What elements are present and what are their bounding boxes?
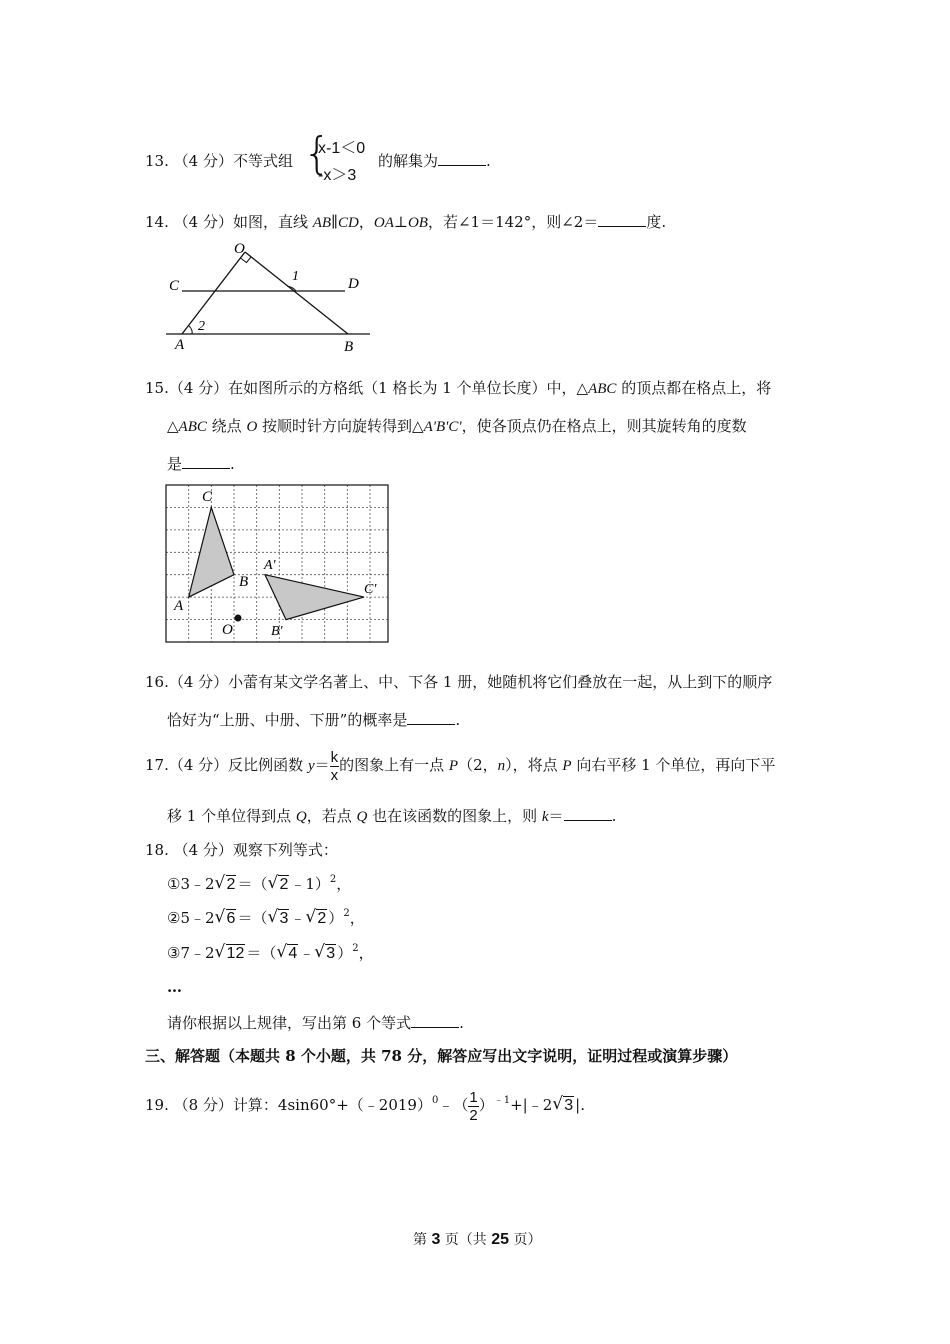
segment-oa xyxy=(182,252,245,334)
segment-ob xyxy=(245,252,348,334)
q17-line-2: 移 1 个单位得到点 Q，若点 Q 也在该函数的图象上，则 k＝ . xyxy=(167,807,617,825)
grid-rotation-figure xyxy=(164,484,391,646)
page-footer: 第 3 页（共 25 页） xyxy=(413,1231,542,1248)
inequality-2: -x＞3 xyxy=(318,167,357,184)
q13-tail: 的解集为 . xyxy=(378,152,491,170)
fraction-k-over-x: $\frac{k}{x}$ xyxy=(330,748,339,784)
section-heading: 三、解答题（本题共 8 个小题，共 78 分，解答应写出文字说明，证明过程或演算步骤） xyxy=(145,1047,738,1065)
label-a-prime: A' xyxy=(264,558,276,573)
system-brace: { xyxy=(303,128,331,179)
label-o: O xyxy=(222,622,233,638)
q14-line: 14. （4 分）如图，直线 AB∥CD，OA⊥OB，若∠1＝142°，则∠2＝ 度. xyxy=(145,213,667,231)
answer-blank xyxy=(407,710,455,725)
answer-blank xyxy=(598,212,646,227)
q16-line-2: 恰好为“上册、中册、下册”的概率是 . xyxy=(167,711,461,729)
label-c: C xyxy=(202,489,213,505)
label-d: D xyxy=(348,276,359,292)
fraction-one-half: $\frac{1}{2}$ xyxy=(469,1088,478,1124)
label-b: B xyxy=(239,574,249,590)
label-2: 2 xyxy=(198,319,205,334)
q18-head: 18. （4 分）观察下列等式： xyxy=(145,841,338,859)
q15-line-3: 是 . xyxy=(167,455,235,473)
label-1: 1 xyxy=(292,269,299,284)
q19-line: 19. （8 分）计算：4sin60°+（﹣2019）$^0$﹣（ $\frac{1}{2}$ ）$^{﹣1}$+|﹣2√ 3 |. xyxy=(145,1085,585,1128)
inequality-1: x-1＜0 xyxy=(318,140,366,157)
label-c-prime: C' xyxy=(364,582,377,597)
q15-line-1: 15.（4 分）在如图所示的方格纸（1 格长为 1 个单位长度）中，△ABC 的顶点都在格点上，将 xyxy=(145,379,772,397)
q13-line: 13. （4 分）不等式组 xyxy=(145,152,293,170)
q18-dots: … xyxy=(167,978,182,996)
answer-blank xyxy=(438,151,486,166)
q16-line-1: 16.（4 分）小蕾有某文学名著上、中、下各 1 册，她随机将它们叠放在一起，从上到下的顺序 xyxy=(145,673,773,691)
label-c: C xyxy=(169,278,180,294)
answer-blank xyxy=(564,806,612,821)
answer-blank xyxy=(411,1013,459,1028)
q18-eq-1: ①3﹣2√ 2 ＝（√ 2 ﹣1）$^2$， xyxy=(167,874,351,897)
label-a: A xyxy=(174,598,184,614)
label-a: A xyxy=(175,337,185,353)
q15-line-2: △ABC 绕点 O 按顺时针方向旋转得到△A'B'C'，使各顶点仍在格点上，则其旋转角的度数 xyxy=(167,417,747,435)
triangle-abc-prime xyxy=(265,575,364,620)
q17-line-1: 17.（4 分）反比例函数 y＝ $\frac{k}{x}$ 的图象上有一点 P（2，n），将点 P 向右平移 1 个单位，再向下平 xyxy=(145,748,776,784)
q18-eq-2: ②5﹣2√ 6 ＝（√ 3 ﹣√ 2 ）$^2$， xyxy=(167,908,365,931)
q18-ask: 请你根据以上规律，写出第 6 个等式 . xyxy=(167,1014,464,1032)
parallel-lines-figure xyxy=(160,238,375,356)
label-b: B xyxy=(344,339,354,355)
angle-2-arc xyxy=(189,326,192,334)
answer-blank xyxy=(182,454,230,469)
center-o xyxy=(235,615,242,622)
label-b-prime: B' xyxy=(271,624,283,639)
label-o: O xyxy=(234,241,245,257)
q18-eq-3: ③7﹣2√ 12 ＝（√ 4 ﹣√ 3 ）$^2$， xyxy=(167,943,374,966)
right-angle-mark xyxy=(241,257,252,263)
